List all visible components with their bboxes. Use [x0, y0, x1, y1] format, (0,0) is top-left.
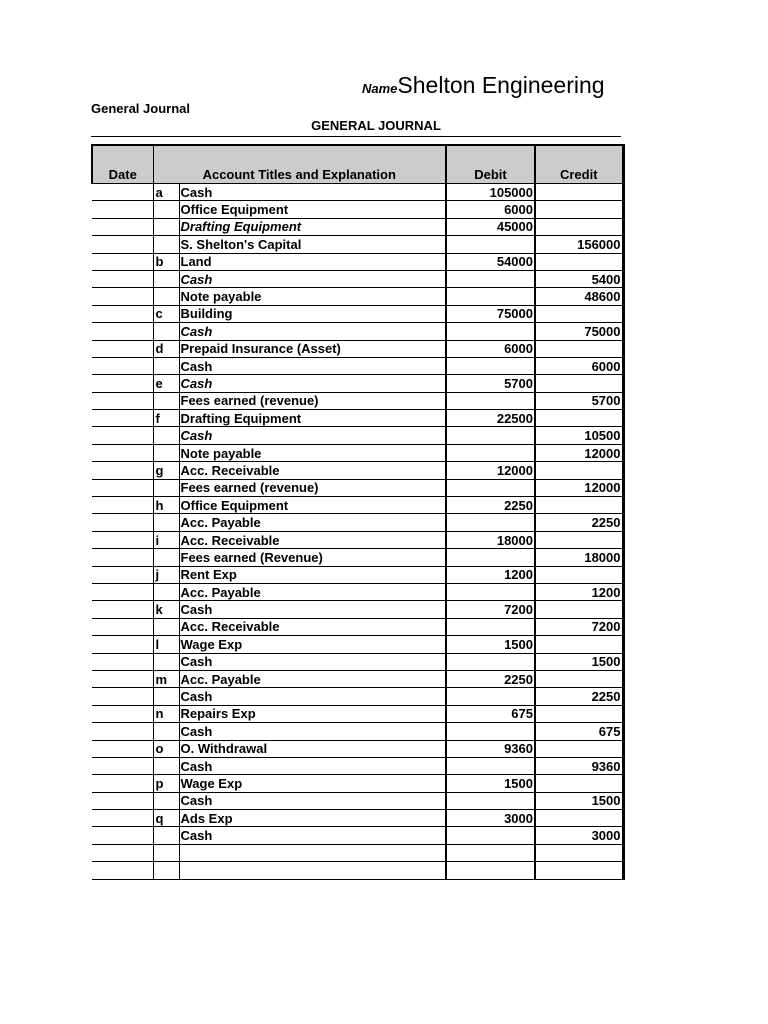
account-title: Drafting Equipment — [179, 410, 446, 427]
entry-letter — [153, 357, 179, 374]
entry-letter — [153, 653, 179, 670]
entry-letter: j — [153, 566, 179, 583]
account-title: Cash — [179, 323, 446, 340]
credit-amount: 9360 — [535, 757, 623, 774]
table-row — [92, 479, 623, 496]
debit-amount — [446, 653, 535, 670]
account-title: Building — [179, 305, 446, 322]
entry-letter — [153, 323, 179, 340]
credit-amount — [535, 497, 623, 514]
account-title: Prepaid Insurance (Asset) — [179, 340, 446, 357]
date-cell — [92, 810, 153, 827]
date-cell — [92, 497, 153, 514]
entry-letter: n — [153, 705, 179, 722]
entry-letter — [153, 862, 179, 879]
entry-letter — [153, 844, 179, 861]
debit-amount — [446, 288, 535, 305]
debit-amount — [446, 862, 535, 879]
table-row — [92, 844, 623, 861]
credit-amount — [535, 375, 623, 392]
account-title: Cash — [179, 757, 446, 774]
debit-amount — [446, 723, 535, 740]
date-cell — [92, 479, 153, 496]
credit-amount: 675 — [535, 723, 623, 740]
entry-letter: e — [153, 375, 179, 392]
entry-letter — [153, 427, 179, 444]
entry-letter: o — [153, 740, 179, 757]
table-row — [92, 236, 623, 253]
debit-amount — [446, 514, 535, 531]
account-title: Ads Exp — [179, 810, 446, 827]
entry-letter — [153, 288, 179, 305]
date-cell — [92, 305, 153, 322]
debit-amount: 7200 — [446, 601, 535, 618]
entry-letter — [153, 270, 179, 287]
credit-amount: 2250 — [535, 688, 623, 705]
table-row — [92, 253, 623, 270]
entry-letter — [153, 514, 179, 531]
entry-letter — [153, 444, 179, 461]
table-row — [92, 740, 623, 757]
table-row — [92, 444, 623, 461]
debit-amount — [446, 827, 535, 844]
entry-letter — [153, 201, 179, 218]
entry-letter — [153, 827, 179, 844]
company-name: Shelton Engineering — [397, 72, 605, 98]
date-cell — [92, 410, 153, 427]
date-cell — [92, 757, 153, 774]
title-divider — [91, 136, 621, 137]
account-title — [179, 862, 446, 879]
date-cell — [92, 740, 153, 757]
debit-amount: 6000 — [446, 340, 535, 357]
credit-amount: 6000 — [535, 357, 623, 374]
date-cell — [92, 723, 153, 740]
table-row — [92, 514, 623, 531]
credit-amount: 12000 — [535, 479, 623, 496]
entry-letter — [153, 218, 179, 235]
account-title: Note payable — [179, 444, 446, 461]
credit-amount — [535, 184, 623, 201]
debit-amount — [446, 270, 535, 287]
table-row — [92, 462, 623, 479]
debit-amount — [446, 479, 535, 496]
credit-amount — [535, 705, 623, 722]
credit-amount — [535, 775, 623, 792]
date-cell — [92, 340, 153, 357]
table-row — [92, 810, 623, 827]
account-title: Cash — [179, 184, 446, 201]
date-cell — [92, 375, 153, 392]
entry-letter: c — [153, 305, 179, 322]
account-title: Drafting Equipment — [179, 218, 446, 235]
credit-amount — [535, 201, 623, 218]
date-cell — [92, 618, 153, 635]
date-cell — [92, 653, 153, 670]
date-cell — [92, 323, 153, 340]
entry-letter — [153, 723, 179, 740]
entry-letter: i — [153, 531, 179, 548]
credit-amount — [535, 670, 623, 687]
credit-amount: 1500 — [535, 792, 623, 809]
date-cell — [92, 427, 153, 444]
account-title: Acc. Receivable — [179, 618, 446, 635]
date-cell — [92, 670, 153, 687]
account-title: Cash — [179, 601, 446, 618]
table-row — [92, 601, 623, 618]
date-cell — [92, 531, 153, 548]
table-row — [92, 323, 623, 340]
credit-column-header: Credit — [535, 145, 623, 184]
debit-amount — [446, 427, 535, 444]
account-title: Wage Exp — [179, 775, 446, 792]
table-row — [92, 636, 623, 653]
account-title: Acc. Receivable — [179, 462, 446, 479]
account-title: Cash — [179, 827, 446, 844]
table-row — [92, 497, 623, 514]
table-row — [92, 688, 623, 705]
table-row — [92, 827, 623, 844]
date-cell — [92, 288, 153, 305]
table-row — [92, 566, 623, 583]
table-row — [92, 792, 623, 809]
debit-amount: 45000 — [446, 218, 535, 235]
date-cell — [92, 705, 153, 722]
account-title: Cash — [179, 723, 446, 740]
credit-amount: 5400 — [535, 270, 623, 287]
table-row — [92, 862, 623, 879]
table-row — [92, 705, 623, 722]
account-title: O. Withdrawal — [179, 740, 446, 757]
table-row — [92, 375, 623, 392]
credit-amount: 5700 — [535, 392, 623, 409]
date-cell — [92, 444, 153, 461]
journal-table — [91, 144, 625, 880]
account-title: Cash — [179, 792, 446, 809]
entry-letter — [153, 392, 179, 409]
date-cell — [92, 270, 153, 287]
table-row — [92, 201, 623, 218]
entry-letter — [153, 757, 179, 774]
debit-amount — [446, 583, 535, 600]
account-title: Acc. Payable — [179, 583, 446, 600]
entry-letter — [153, 479, 179, 496]
date-cell — [92, 357, 153, 374]
date-cell — [92, 236, 153, 253]
date-cell — [92, 392, 153, 409]
debit-amount — [446, 844, 535, 861]
account-title: Cash — [179, 653, 446, 670]
debit-amount: 5700 — [446, 375, 535, 392]
debit-amount — [446, 392, 535, 409]
credit-amount: 18000 — [535, 549, 623, 566]
table-row — [92, 410, 623, 427]
table-row — [92, 618, 623, 635]
credit-amount — [535, 410, 623, 427]
debit-amount — [446, 323, 535, 340]
date-cell — [92, 862, 153, 879]
entry-letter — [153, 792, 179, 809]
table-row — [92, 670, 623, 687]
account-title: Acc. Payable — [179, 514, 446, 531]
table-row — [92, 288, 623, 305]
entry-letter: d — [153, 340, 179, 357]
date-cell — [92, 844, 153, 861]
account-title: Office Equipment — [179, 201, 446, 218]
account-title: Acc. Receivable — [179, 531, 446, 548]
account-title: Note payable — [179, 288, 446, 305]
credit-amount: 75000 — [535, 323, 623, 340]
account-title: Cash — [179, 270, 446, 287]
debit-amount: 75000 — [446, 305, 535, 322]
credit-amount — [535, 862, 623, 879]
account-column-header: Account Titles and Explanation — [153, 145, 446, 184]
date-cell — [92, 566, 153, 583]
credit-amount — [535, 810, 623, 827]
table-row — [92, 723, 623, 740]
date-cell — [92, 601, 153, 618]
general-journal-label: General Journal — [91, 101, 190, 116]
credit-amount: 48600 — [535, 288, 623, 305]
date-cell — [92, 201, 153, 218]
debit-amount: 54000 — [446, 253, 535, 270]
account-title: Office Equipment — [179, 497, 446, 514]
account-title: Cash — [179, 688, 446, 705]
debit-amount: 1500 — [446, 636, 535, 653]
name-line — [362, 72, 605, 99]
debit-amount — [446, 618, 535, 635]
entry-letter — [153, 583, 179, 600]
credit-amount — [535, 253, 623, 270]
debit-amount: 1500 — [446, 775, 535, 792]
credit-amount — [535, 218, 623, 235]
credit-amount — [535, 601, 623, 618]
debit-amount: 22500 — [446, 410, 535, 427]
debit-amount: 675 — [446, 705, 535, 722]
table-row — [92, 757, 623, 774]
date-cell — [92, 636, 153, 653]
credit-amount — [535, 462, 623, 479]
account-title: Cash — [179, 427, 446, 444]
table-row — [92, 653, 623, 670]
debit-amount: 2250 — [446, 497, 535, 514]
account-title: Fees earned (revenue) — [179, 479, 446, 496]
table-row — [92, 531, 623, 548]
entry-letter — [153, 549, 179, 566]
debit-amount — [446, 757, 535, 774]
entry-letter: p — [153, 775, 179, 792]
debit-amount — [446, 236, 535, 253]
account-title: Repairs Exp — [179, 705, 446, 722]
credit-amount: 7200 — [535, 618, 623, 635]
debit-amount: 3000 — [446, 810, 535, 827]
account-title: Rent Exp — [179, 566, 446, 583]
debit-amount — [446, 357, 535, 374]
account-title: Cash — [179, 357, 446, 374]
credit-amount: 1500 — [535, 653, 623, 670]
debit-amount: 18000 — [446, 531, 535, 548]
date-cell — [92, 827, 153, 844]
debit-amount — [446, 549, 535, 566]
table-row — [92, 305, 623, 322]
credit-amount: 10500 — [535, 427, 623, 444]
credit-amount — [535, 531, 623, 548]
debit-amount: 1200 — [446, 566, 535, 583]
debit-column-header: Debit — [446, 145, 535, 184]
account-title: Wage Exp — [179, 636, 446, 653]
credit-amount — [535, 636, 623, 653]
debit-amount: 12000 — [446, 462, 535, 479]
table-row — [92, 775, 623, 792]
entry-letter: f — [153, 410, 179, 427]
entry-letter: h — [153, 497, 179, 514]
entry-letter: g — [153, 462, 179, 479]
debit-amount: 2250 — [446, 670, 535, 687]
credit-amount — [535, 566, 623, 583]
credit-amount — [535, 340, 623, 357]
entry-letter: m — [153, 670, 179, 687]
date-cell — [92, 688, 153, 705]
date-cell — [92, 184, 153, 201]
entry-letter: q — [153, 810, 179, 827]
table-row — [92, 218, 623, 235]
entry-letter: b — [153, 253, 179, 270]
date-cell — [92, 583, 153, 600]
credit-amount — [535, 740, 623, 757]
debit-amount: 6000 — [446, 201, 535, 218]
debit-amount: 9360 — [446, 740, 535, 757]
entry-letter: l — [153, 636, 179, 653]
entry-letter — [153, 236, 179, 253]
name-label: Name — [362, 81, 398, 96]
date-column-header: Date — [92, 145, 153, 184]
credit-amount: 12000 — [535, 444, 623, 461]
account-title: Acc. Payable — [179, 670, 446, 687]
date-cell — [92, 775, 153, 792]
table-row — [92, 392, 623, 409]
debit-amount — [446, 444, 535, 461]
credit-amount — [535, 305, 623, 322]
table-row — [92, 549, 623, 566]
account-title — [179, 844, 446, 861]
table-row — [92, 427, 623, 444]
debit-amount: 105000 — [446, 184, 535, 201]
table-row — [92, 357, 623, 374]
credit-amount — [535, 844, 623, 861]
date-cell — [92, 549, 153, 566]
account-title: Fees earned (revenue) — [179, 392, 446, 409]
entry-letter: a — [153, 184, 179, 201]
table-row — [92, 340, 623, 357]
debit-amount — [446, 792, 535, 809]
entry-letter — [153, 688, 179, 705]
entry-letter — [153, 618, 179, 635]
table-row — [92, 184, 623, 201]
debit-amount — [446, 688, 535, 705]
table-row — [92, 583, 623, 600]
date-cell — [92, 514, 153, 531]
credit-amount: 2250 — [535, 514, 623, 531]
account-title: Cash — [179, 375, 446, 392]
credit-amount: 156000 — [535, 236, 623, 253]
general-journal-title: GENERAL JOURNAL — [311, 118, 441, 133]
account-title: Fees earned (Revenue) — [179, 549, 446, 566]
table-row — [92, 270, 623, 287]
date-cell — [92, 253, 153, 270]
credit-amount: 3000 — [535, 827, 623, 844]
date-cell — [92, 792, 153, 809]
entry-letter: k — [153, 601, 179, 618]
date-cell — [92, 462, 153, 479]
account-title: Land — [179, 253, 446, 270]
journal-body — [92, 184, 623, 880]
credit-amount: 1200 — [535, 583, 623, 600]
account-title: S. Shelton's Capital — [179, 236, 446, 253]
journal-header-row — [92, 145, 623, 184]
date-cell — [92, 218, 153, 235]
